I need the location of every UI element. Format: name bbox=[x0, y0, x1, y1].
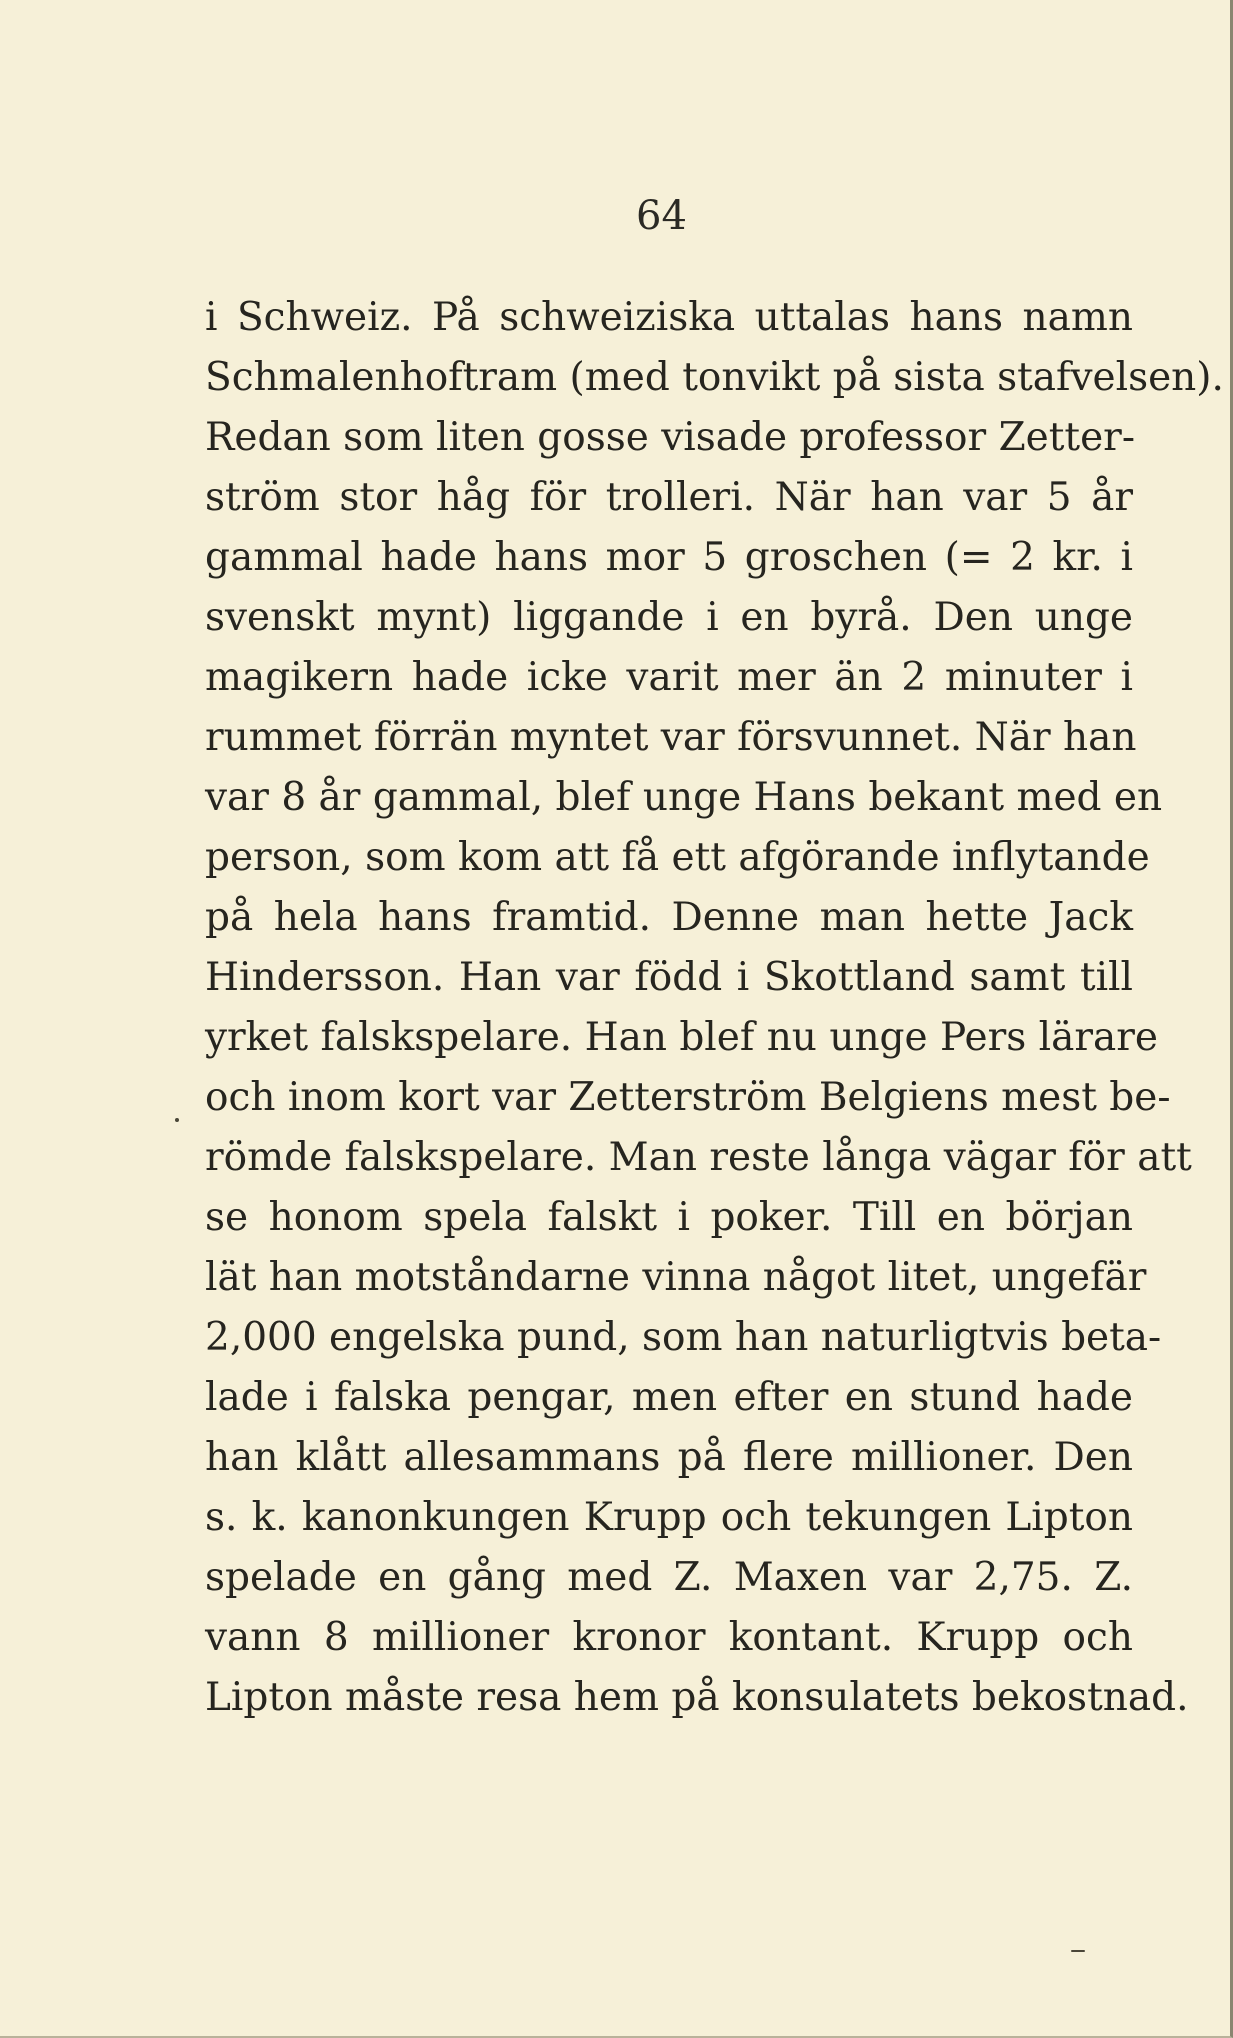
text-line: han klått allesammans på flere millioner. Den bbox=[205, 1435, 1133, 1480]
page-number: 64 bbox=[636, 193, 687, 239]
text-line: svenskt mynt) liggande i en byrå. Den unge bbox=[205, 595, 1133, 640]
text-line: s. k. kanonkungen Krupp och tekungen Lipton bbox=[205, 1495, 1133, 1540]
ink-speck bbox=[1071, 1950, 1085, 1952]
text-line: spelade en gång med Z. Maxen var 2,75. Z. bbox=[205, 1555, 1133, 1600]
text-line: och inom kort var Zetterström Belgiens mest be- bbox=[205, 1075, 1171, 1120]
text-line: person, som kom att få ett afgörande inflytande bbox=[205, 835, 1150, 880]
text-line: magikern hade icke varit mer än 2 minuter i bbox=[205, 655, 1133, 700]
text-line: Schmalenhoftram (med tonvikt på sista stafvelsen). bbox=[205, 355, 1224, 400]
text-line: lade i falska pengar, men efter en stund hade bbox=[205, 1375, 1133, 1420]
text-line: Hindersson. Han var född i Skottland samt till bbox=[205, 955, 1133, 1000]
text-line: vann 8 millioner kronor kontant. Krupp och bbox=[205, 1615, 1133, 1660]
text-line: Lipton måste resa hem på konsulatets bekostnad. bbox=[205, 1675, 1189, 1720]
text-line: ström stor håg för trolleri. När han var 5 år bbox=[205, 475, 1133, 520]
text-line: på hela hans framtid. Denne man hette Jack bbox=[205, 895, 1133, 940]
text-line: gammal hade hans mor 5 groschen (= 2 kr. i bbox=[205, 535, 1133, 580]
text-line: Redan som liten gosse visade professor Zetter- bbox=[205, 415, 1136, 460]
text-line: rummet förrän myntet var försvunnet. När han bbox=[205, 715, 1137, 760]
text-line: se honom spela falskt i poker. Till en början bbox=[205, 1195, 1133, 1240]
ink-speck bbox=[175, 1118, 179, 1122]
text-line: i Schweiz. På schweiziska uttalas hans namn bbox=[205, 295, 1133, 340]
text-line: römde falskspelare. Man reste långa vägar för att bbox=[205, 1135, 1192, 1180]
body-text bbox=[205, 288, 1224, 1728]
text-line: yrket falskspelare. Han blef nu unge Pers lärare bbox=[205, 1015, 1158, 1060]
text-line: var 8 år gammal, blef unge Hans bekant med en bbox=[205, 775, 1163, 820]
text-line: lät han motståndarne vinna något litet, ungefär bbox=[205, 1255, 1147, 1300]
text-line: 2,000 engelska pund, som han naturligtvis beta- bbox=[205, 1315, 1162, 1360]
